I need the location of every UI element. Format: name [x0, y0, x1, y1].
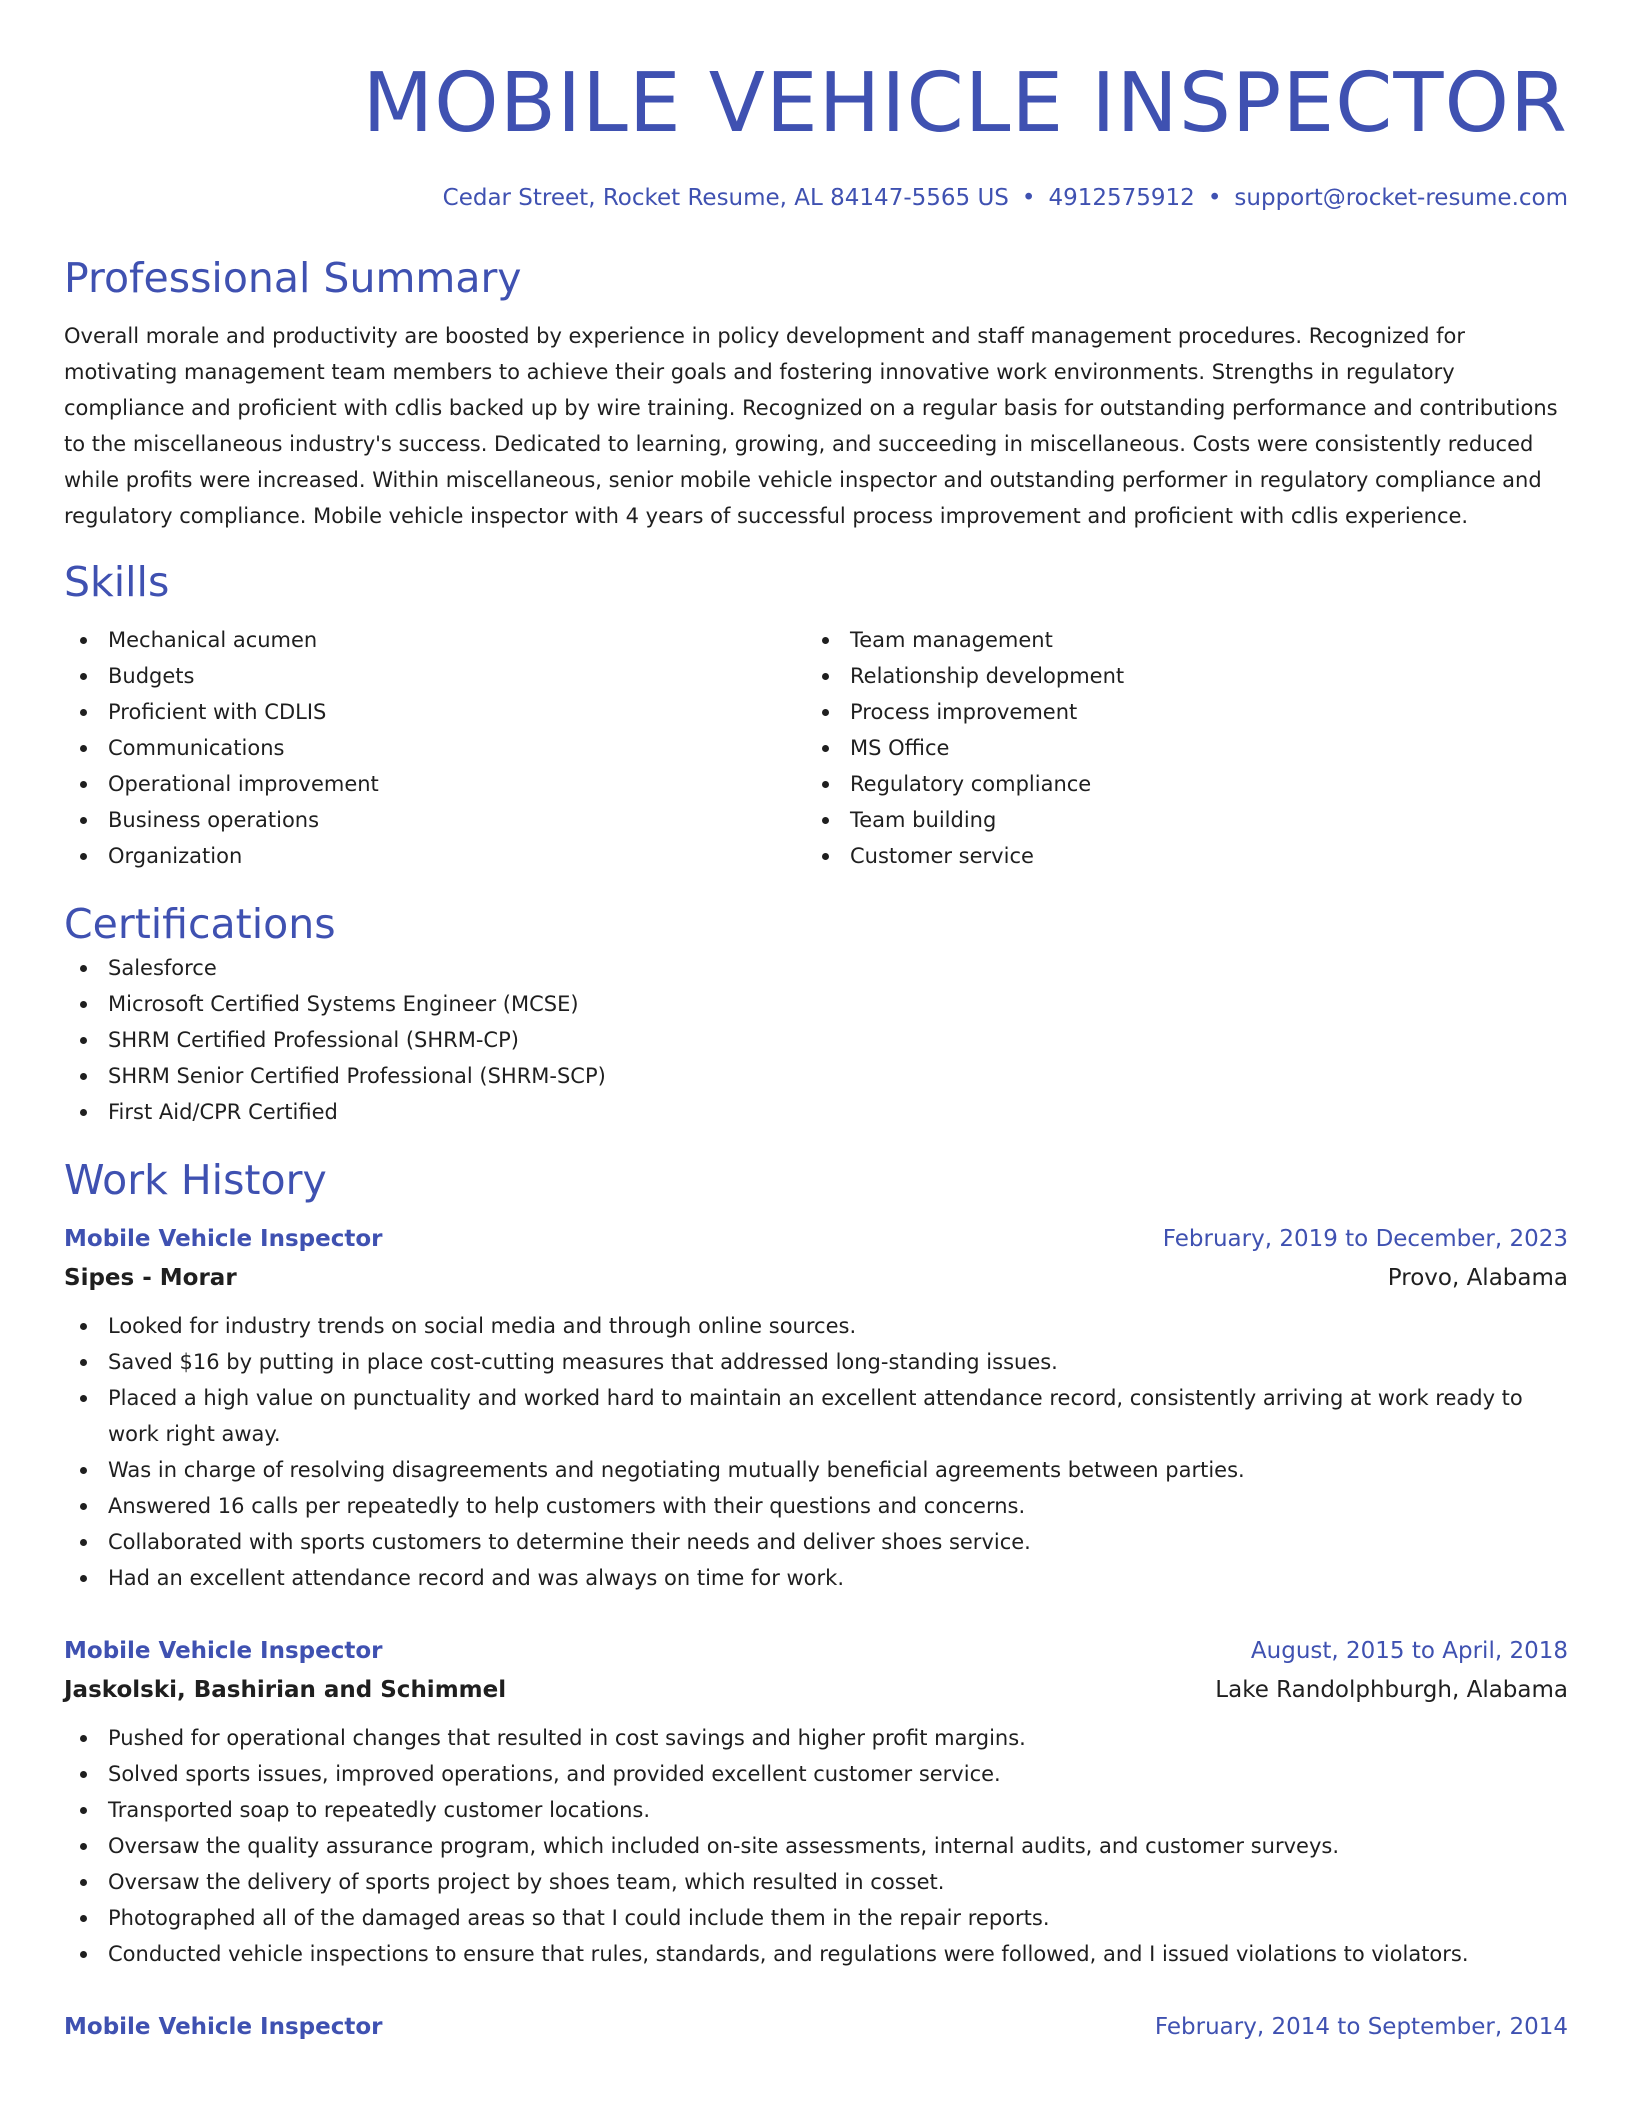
bullet-dot-icon	[80, 709, 87, 716]
skill-item-text: Proficient with CDLIS	[108, 700, 327, 724]
certification-item-text: SHRM Senior Certified Professional (SHRM-SCP)	[108, 1064, 606, 1088]
job-entry	[64, 2008, 1568, 2046]
job-bullet-text: Looked for industry trends on social media and through online sources.	[108, 1314, 857, 1338]
skill-item	[64, 802, 806, 838]
bullet-dot-icon	[80, 1539, 87, 1546]
bullet-dot-icon	[80, 1395, 87, 1402]
summary-heading: Professional Summary	[64, 254, 522, 302]
bullet-dot-icon	[80, 1879, 87, 1886]
job-bullet-text: Had an excellent attendance record and was always on time for work.	[108, 1566, 845, 1590]
bullet-dot-icon	[80, 745, 87, 752]
skill-item	[64, 730, 806, 766]
job-bullet	[64, 1864, 1568, 1900]
bullet-dot-icon	[80, 1323, 87, 1330]
bullet-dot-icon	[80, 1073, 87, 1080]
bullet-dot-icon	[80, 1467, 87, 1474]
skill-item-text: Regulatory compliance	[850, 772, 1092, 796]
job-location: Lake Randolphburgh, Alabama	[1215, 1677, 1568, 1703]
job-title: Mobile Vehicle Inspector	[64, 1638, 383, 1664]
bullet-dot-icon	[80, 1951, 87, 1958]
certification-item-text: SHRM Certified Professional (SHRM-CP)	[108, 1028, 519, 1052]
skills-column-right	[806, 622, 1548, 874]
job-bullet	[64, 1828, 1568, 1864]
skill-item-text: Team management	[850, 628, 1053, 652]
skill-item	[806, 658, 1548, 694]
job-bullet	[64, 1308, 1568, 1344]
job-bullet	[64, 1720, 1568, 1756]
skill-item	[64, 622, 806, 658]
job-title: Mobile Vehicle Inspector	[64, 2014, 383, 2040]
skill-item	[806, 838, 1548, 874]
job-bullet-text: Conducted vehicle inspections to ensure that rules, standards, and regulations were followed, and I issued violations to violators.	[108, 1942, 1469, 1966]
certification-item-text: Microsoft Certified Systems Engineer (MCSE)	[108, 992, 579, 1016]
job-bullet	[64, 1936, 1568, 1972]
skill-item	[806, 802, 1548, 838]
job-bullet-text: Oversaw the quality assurance program, which included on-site assessments, internal audits, and customer surveys.	[108, 1834, 1340, 1858]
job-title-row	[64, 1632, 1568, 1670]
skill-item	[64, 766, 806, 802]
bullet-dot-icon	[80, 1843, 87, 1850]
job-bullet	[64, 1756, 1568, 1792]
skills-list-left	[64, 622, 806, 874]
certification-item-text: First Aid/CPR Certified	[108, 1100, 338, 1124]
skill-item-text: Mechanical acumen	[108, 628, 318, 652]
job-bullet-text: Saved $16 by putting in place cost-cutting measures that addressed long-standing issues.	[108, 1350, 1058, 1374]
bullet-dot-icon	[80, 1735, 87, 1742]
job-bullet-text: Placed a high value on punctuality and worked hard to maintain an excellent attendance record, consistently arriving at work ready to work right away.	[108, 1386, 1523, 1446]
bullet-dot-icon	[822, 745, 829, 752]
job-dates: February, 2014 to September, 2014	[1154, 2014, 1568, 2040]
skills-list-right	[806, 622, 1548, 874]
certification-item	[64, 950, 1568, 986]
skill-item	[806, 730, 1548, 766]
job-bullet	[64, 1560, 1568, 1596]
contact-address: Cedar Street, Rocket Resume, AL 84147-5565 US	[442, 185, 1009, 211]
bullet-dot-icon	[80, 1001, 87, 1008]
job-bullet	[64, 1344, 1568, 1380]
contact-phone: 4912575912	[1048, 185, 1195, 211]
certification-item	[64, 986, 1568, 1022]
skill-item	[806, 622, 1548, 658]
bullet-dot-icon	[80, 965, 87, 972]
bullet-dot-icon	[80, 637, 87, 644]
skill-item-text: Organization	[108, 844, 243, 868]
job-bullet-text: Transported soap to repeatedly customer locations.	[108, 1798, 651, 1822]
job-bullet-text: Solved sports issues, improved operations, and provided excellent customer service.	[108, 1762, 1001, 1786]
bullet-dot-icon	[822, 673, 829, 680]
job-title: Mobile Vehicle Inspector	[64, 1226, 383, 1252]
certifications-heading: Certifications	[64, 900, 336, 948]
contact-separator: •	[1207, 185, 1222, 211]
skill-item-text: Budgets	[108, 664, 195, 688]
skill-item	[64, 694, 806, 730]
job-bullet-text: Answered 16 calls per repeatedly to help customers with their questions and concerns.	[108, 1494, 1026, 1518]
skill-item-text: Operational improvement	[108, 772, 379, 796]
bullet-dot-icon	[80, 673, 87, 680]
bullet-dot-icon	[80, 1503, 87, 1510]
job-bullet	[64, 1900, 1568, 1936]
skill-item	[806, 694, 1548, 730]
skill-item	[64, 838, 806, 874]
job-bullets	[64, 1720, 1568, 1972]
work-history-heading: Work History	[64, 1156, 327, 1204]
skill-item-text: Business operations	[108, 808, 320, 832]
bullet-dot-icon	[822, 637, 829, 644]
job-title-row	[64, 1220, 1568, 1258]
skills-heading: Skills	[64, 558, 170, 606]
summary-text: Overall morale and productivity are boosted by experience in policy development and staff management procedures. Recognized for motivating management team members to achieve their goals and fostering innovative work environments. Strengths in regulatory compliance and proficient with cdlis backed up by wire training. Recognized on a regular basis for outstanding performance and contributions to the miscellaneous industry's success. Dedicated to learning, growing, and succeeding in miscellaneous. Costs were consistently reduced while profits were increased. Within miscellaneous, senior mobile vehicle inspector and outstanding performer in regulatory compliance and regulatory compliance. Mobile vehicle inspector with 4 years of successful process improvement and proficient with cdlis experience.	[64, 324, 1558, 528]
contact-email[interactable]: support@rocket-resume.com	[1234, 185, 1568, 211]
job-bullets	[64, 1308, 1568, 1596]
job-location: Provo, Alabama	[1387, 1265, 1568, 1291]
bullet-dot-icon	[822, 709, 829, 716]
contact-separator: •	[1021, 185, 1036, 211]
job-company: Jaskolski, Bashirian and Schimmel	[64, 1677, 507, 1703]
job-bullet-text: Collaborated with sports customers to determine their needs and deliver shoes service.	[108, 1530, 1031, 1554]
bullet-dot-icon	[80, 1807, 87, 1814]
bullet-dot-icon	[80, 1109, 87, 1116]
resume-page	[64, 0, 1568, 2046]
job-bullet	[64, 1792, 1568, 1828]
job-company: Sipes - Morar	[64, 1265, 237, 1291]
job-bullet	[64, 1488, 1568, 1524]
certification-item	[64, 1022, 1568, 1058]
work-history-list	[64, 1220, 1568, 2046]
job-dates: August, 2015 to April, 2018	[1250, 1638, 1568, 1664]
bullet-dot-icon	[822, 853, 829, 860]
certification-item	[64, 1058, 1568, 1094]
bullet-dot-icon	[80, 817, 87, 824]
skills-column-left	[64, 622, 806, 874]
job-title-row	[64, 2008, 1568, 2046]
certification-item-text: Salesforce	[108, 956, 217, 980]
bullet-dot-icon	[80, 781, 87, 788]
skill-item-text: Customer service	[850, 844, 1034, 868]
contact-line	[64, 182, 1568, 214]
job-bullet	[64, 1380, 1568, 1452]
skill-item-text: Relationship development	[850, 664, 1125, 688]
bullet-dot-icon	[80, 1359, 87, 1366]
bullet-dot-icon	[80, 1915, 87, 1922]
job-entry	[64, 1220, 1568, 1596]
job-bullet	[64, 1524, 1568, 1560]
skill-item-text: Team building	[850, 808, 997, 832]
bullet-dot-icon	[80, 853, 87, 860]
certifications-list	[64, 950, 1568, 1130]
bullet-dot-icon	[80, 1771, 87, 1778]
bullet-dot-icon	[822, 817, 829, 824]
bullet-dot-icon	[80, 1037, 87, 1044]
job-entry	[64, 1632, 1568, 1972]
job-bullet-text: Photographed all of the damaged areas so that I could include them in the repair reports.	[108, 1906, 1050, 1930]
job-bullet-text: Was in charge of resolving disagreements and negotiating mutually beneficial agreements between parties.	[108, 1458, 1245, 1482]
skills-grid	[64, 622, 1568, 874]
skill-item-text: MS Office	[850, 736, 950, 760]
resume-name: MOBILE VEHICLE INSPECTOR	[362, 56, 1568, 151]
skill-item	[806, 766, 1548, 802]
skill-item-text: Communications	[108, 736, 285, 760]
job-company-row	[64, 1670, 1568, 1710]
bullet-dot-icon	[80, 1575, 87, 1582]
certification-item	[64, 1094, 1568, 1130]
skill-item-text: Process improvement	[850, 700, 1078, 724]
bullet-dot-icon	[822, 781, 829, 788]
job-bullet	[64, 1452, 1568, 1488]
skill-item	[64, 658, 806, 694]
job-bullet-text: Oversaw the delivery of sports project by shoes team, which resulted in cosset.	[108, 1870, 945, 1894]
job-bullet-text: Pushed for operational changes that resulted in cost savings and higher profit margins.	[108, 1726, 1026, 1750]
job-dates: February, 2019 to December, 2023	[1162, 1226, 1568, 1252]
job-company-row	[64, 1258, 1568, 1298]
